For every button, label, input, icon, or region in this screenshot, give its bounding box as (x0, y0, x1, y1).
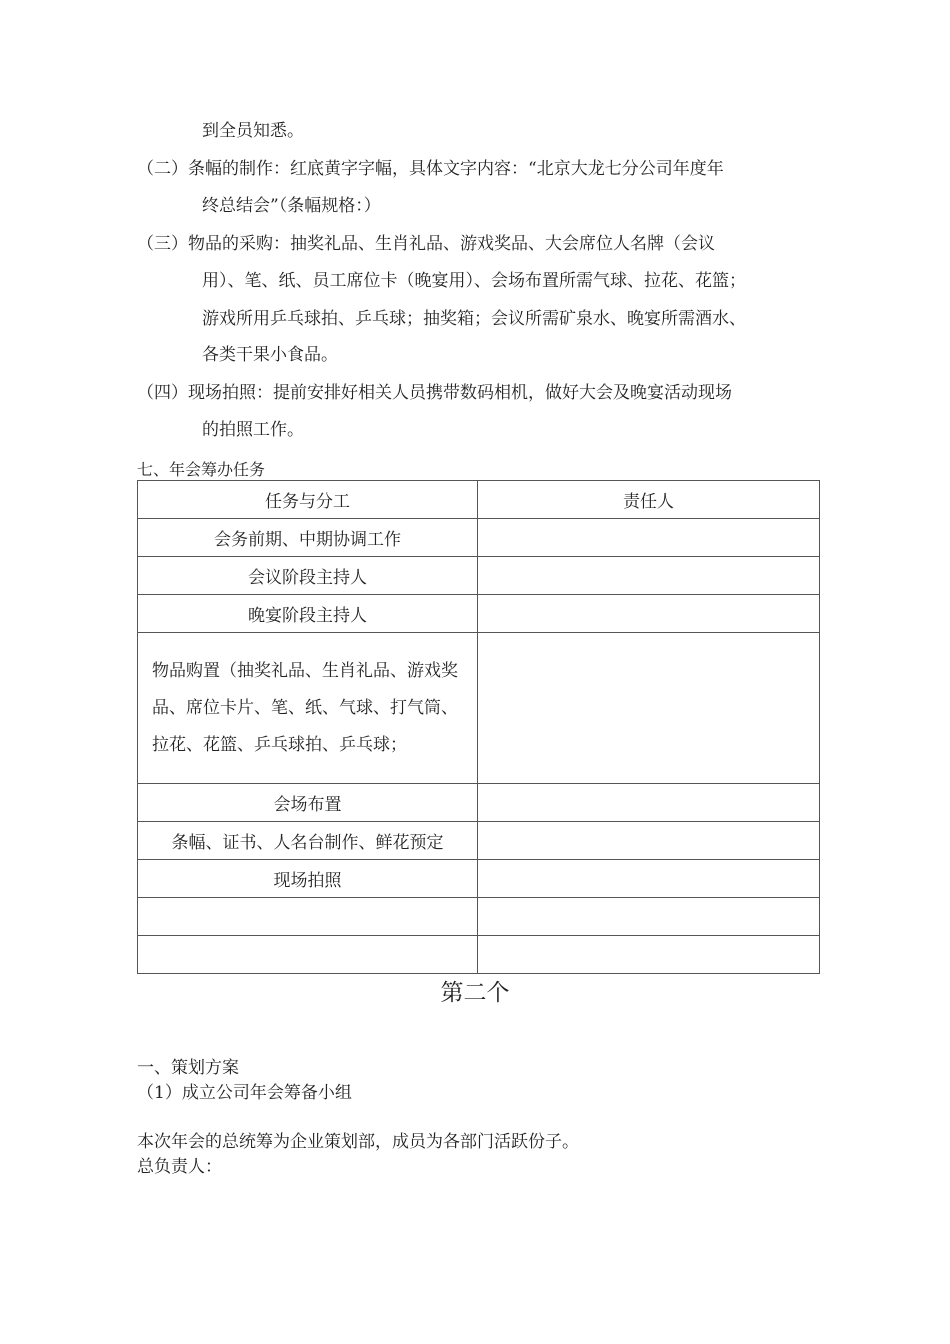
paragraph-line: 的拍照工作。 (202, 420, 304, 440)
column-header-owner: 责任人 (478, 481, 820, 519)
owner-cell (478, 633, 820, 784)
owner-label: 总负责人： (137, 1157, 222, 1177)
owner-cell (478, 519, 820, 557)
task-cell (138, 898, 478, 936)
paragraph-line: 各类干果小食品。 (202, 345, 338, 365)
section-heading: 一、策划方案 (137, 1058, 239, 1078)
task-cell: 物品购置（抽奖礼品、生肖礼品、游戏奖品、席位卡片、笔、纸、气球、打气筒、拉花、花篮、乒乓球拍、乒乓球； (138, 633, 478, 784)
task-cell: 条幅、证书、人名台制作、鲜花预定 (138, 822, 478, 860)
table-row (138, 519, 820, 557)
table-row (138, 784, 820, 822)
owner-cell (478, 936, 820, 974)
table-row (138, 557, 820, 595)
table-row (138, 898, 820, 936)
task-cell (138, 936, 478, 974)
paragraph-line: 游戏所用乒乓球拍、乒乓球；抽奖箱；会议所需矿泉水、晚宴所需酒水、 (202, 309, 746, 329)
paragraph-line: （二）条幅的制作：红底黄字字幅，具体文字内容：“北京大龙七分公司年度年 (137, 159, 724, 179)
task-cell: 会场布置 (138, 784, 478, 822)
table-header-row (138, 481, 820, 519)
paragraph-line: （三）物品的采购：抽奖礼品、生肖礼品、游戏奖品、大会席位人名牌（会议 (137, 234, 715, 254)
column-header-task: 任务与分工 (138, 481, 478, 519)
table-row (138, 633, 820, 784)
section-subheading: （1）成立公司年会筹备小组 (137, 1083, 352, 1103)
table-row (138, 595, 820, 633)
owner-cell (478, 860, 820, 898)
paragraph-line: 终总结会”（条幅规格：） (202, 196, 381, 216)
owner-cell (478, 557, 820, 595)
paragraph-line: （四）现场拍照：提前安排好相关人员携带数码相机，做好大会及晚宴活动现场 (137, 383, 732, 403)
table-row (138, 822, 820, 860)
table-row (138, 860, 820, 898)
task-cell: 会议阶段主持人 (138, 557, 478, 595)
owner-cell (478, 595, 820, 633)
owner-cell (478, 898, 820, 936)
owner-cell (478, 784, 820, 822)
paragraph-line: 用）、笔、纸、员工席位卡（晚宴用）、会场布置所需气球、拉花、花篮； (202, 271, 746, 291)
body-text: 本次年会的总统筹为企业策划部，成员为各部门活跃份子。 (137, 1132, 579, 1152)
section-title: 第二个 (440, 980, 510, 1006)
task-cell: 现场拍照 (138, 860, 478, 898)
paragraph-line: 到全员知悉。 (202, 121, 304, 141)
owner-cell (478, 822, 820, 860)
table-row (138, 936, 820, 974)
task-cell: 会务前期、中期协调工作 (138, 519, 478, 557)
task-table (137, 480, 820, 974)
task-cell: 晚宴阶段主持人 (138, 595, 478, 633)
table-heading: 七、年会筹办任务 (137, 460, 266, 479)
